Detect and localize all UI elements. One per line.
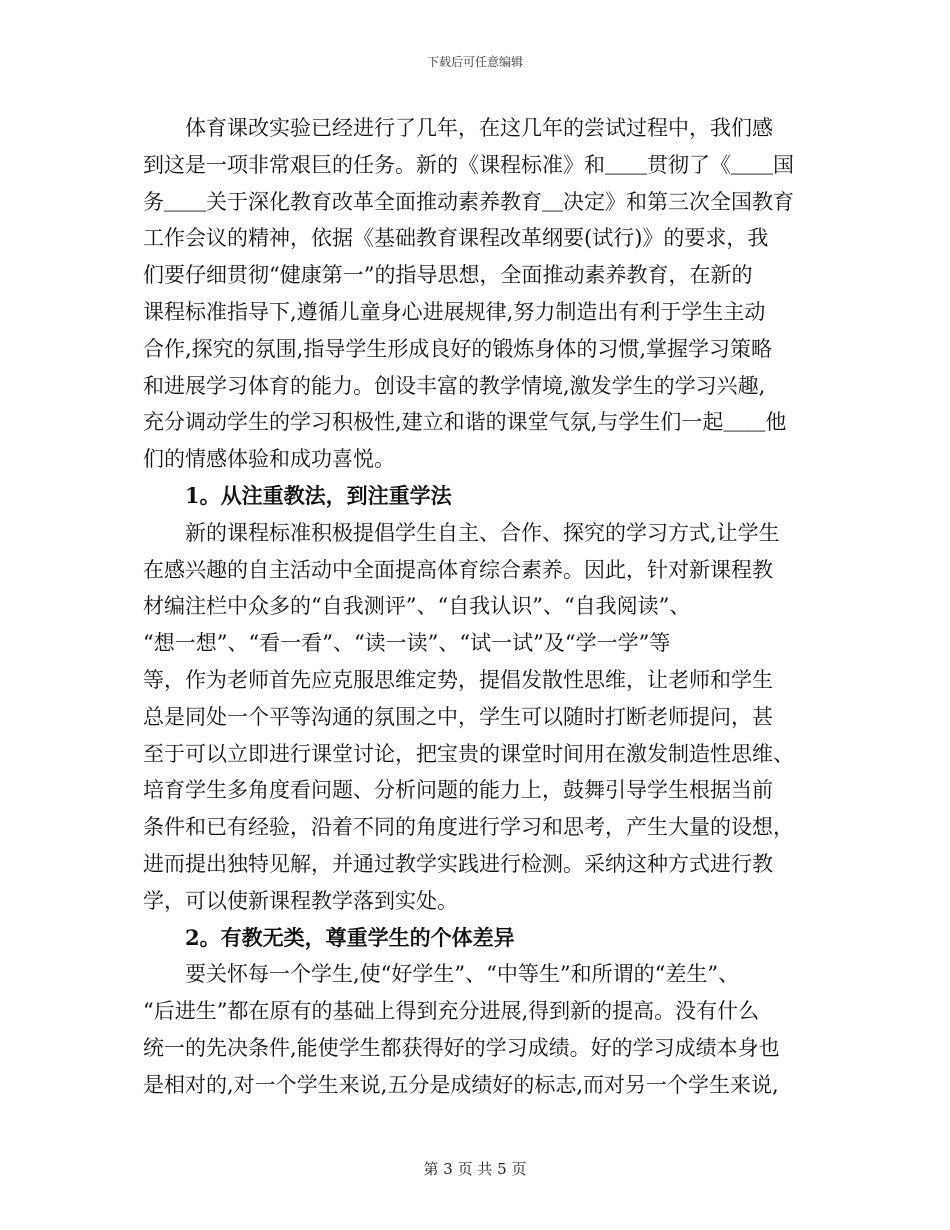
paragraph-line: 工作会议的精神，依据《基础教育课程改革纲要(试行)》的要求，我 (143, 226, 769, 251)
paragraph-line: 进而提出独特见解，并通过教学实践进行检测。采纳这种方式进行教 (143, 851, 773, 876)
paragraph-line: 在感兴趣的自主活动中全面提高体育综合素养。因此，针对新课程教 (143, 557, 773, 582)
section-heading: 2。有教无类，尊重学生的个体差异 (143, 924, 515, 950)
paragraph-line: 充分调动学生的学习积极性,建立和谐的课堂气氛,与学生们一起＿＿他 (143, 410, 787, 435)
paragraph-line: 们的情感体验和成功喜悦。 (143, 447, 395, 472)
paragraph-line: 材编注栏中众多的“自我测评”、“自我认识”、“自我阅读”、 (143, 594, 691, 619)
paragraph-line: “想一想”、“看一看”、“读一读”、“试一试”及“学一学”等 (143, 631, 671, 656)
paragraph-line: 等，作为老师首先应克服思维定势，提倡发散性思维，让老师和学生 (143, 667, 773, 692)
paragraph-line: 至于可以立即进行课堂讨论，把宝贵的课堂时间用在激发制造性思维、 (143, 741, 794, 766)
paragraph-line: 学，可以使新课程教学落到实处。 (143, 888, 458, 913)
paragraph-line: 总是同处一个平等沟通的氛围之中，学生可以随时打断老师提问，甚 (143, 704, 773, 729)
paragraph-line: 和进展学习体育的能力。创设丰富的教学情境,激发学生的学习兴趣, (143, 373, 766, 398)
paragraph-line: “后进生”都在原有的基础上得到充分进展,得到新的提高。没有什么 (143, 999, 760, 1024)
page-header: 下载后可任意编辑 (426, 55, 523, 69)
paragraph-line: 统一的先决条件,能使学生都获得好的学习成绩。好的学习成绩本身也 (143, 1035, 780, 1060)
paragraph-line: 是相对的,对一个学生来说,五分是成绩好的标志,而对另一个学生来说, (143, 1072, 779, 1097)
paragraph-line: 到这是一项非常艰巨的任务。新的《课程标准》和＿＿贯彻了《＿＿国 (143, 152, 794, 177)
section-heading: 1。从注重教法，到注重学法 (143, 482, 452, 508)
page-footer: 第 3 页 共 5 页 (423, 1160, 527, 1178)
paragraph-line: 新的课程标准积极提倡学生自主、合作、探究的学习方式,让学生 (143, 520, 780, 545)
paragraph-line: 要关怀每一个学生,使“好学生”、“中等生”和所谓的“差生”、 (143, 962, 740, 987)
paragraph-line: 务＿＿关于深化教育改革全面推动素养教育＿决定》和第三次全国教育 (143, 189, 794, 214)
paragraph-line: 体育课改实验已经进行了几年，在这几年的尝试过程中，我们感 (143, 116, 773, 140)
paragraph-line: 课程标准指导下,遵循儿童身心进展规律,努力制造出有利于学生主动 (143, 299, 766, 324)
paragraph-line: 条件和已有经验，沿着不同的角度进行学习和思考，产生大量的设想， (143, 815, 794, 840)
document-body (143, 110, 823, 1104)
paragraph-line: 培育学生多角度看问题、分析问题的能力上，鼓舞引导学生根据当前 (143, 778, 773, 803)
paragraph-line: 们要仔细贯彻“健康第一”的指导思想，全面推动素养教育，在新的 (143, 263, 753, 288)
paragraph-line: 合作,探究的氛围,指导学生形成良好的锻炼身体的习惯,掌握学习策略 (143, 336, 773, 361)
